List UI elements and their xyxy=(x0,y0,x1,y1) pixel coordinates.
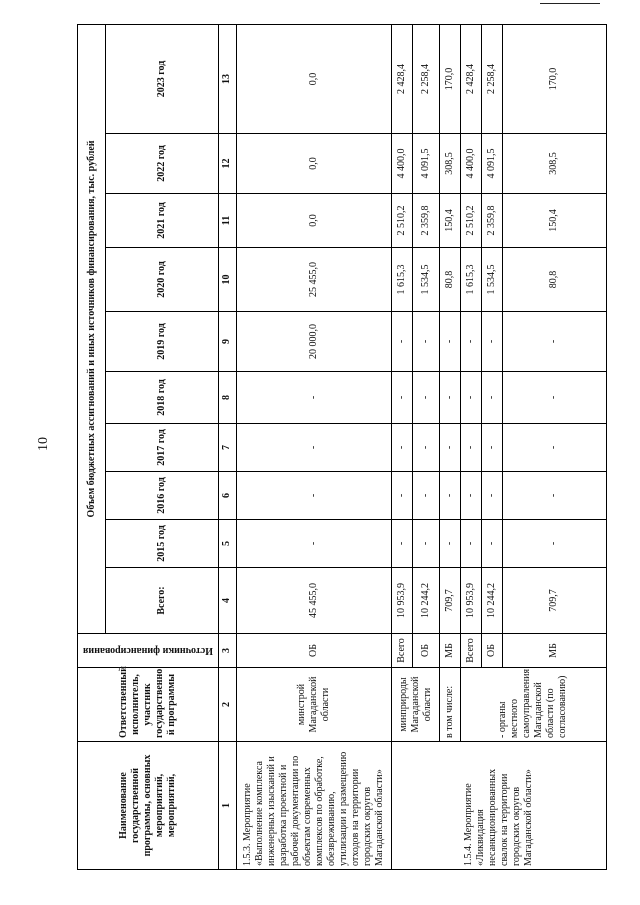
value-cell: 2 428,4 xyxy=(460,24,481,133)
value-cell: - xyxy=(460,372,481,424)
value-cell: - xyxy=(440,520,461,568)
page-number: 10 xyxy=(36,437,51,451)
value-cell: 2 428,4 xyxy=(392,24,413,133)
value-cell: 45 455,0 xyxy=(236,568,391,634)
value-cell: 25 455,0 xyxy=(236,248,391,312)
value-cell: - xyxy=(392,424,413,472)
value-cell: 10 244,2 xyxy=(412,568,439,634)
value-cell: 1 534,5 xyxy=(481,248,502,312)
value-cell: 2 510,2 xyxy=(392,194,413,248)
header-year: 2016 год xyxy=(106,472,219,520)
value-cell: 1 534,5 xyxy=(412,248,439,312)
scan-mark xyxy=(540,3,600,4)
value-cell: - xyxy=(481,520,502,568)
value-cell: 170,0 xyxy=(440,24,461,133)
index-cell: 1 xyxy=(218,742,236,870)
header-group: Объем бюджетных ассигнований и иных источников финансирования, тыс. рублей xyxy=(78,24,106,633)
value-cell: 0,0 xyxy=(236,134,391,194)
in-that-number: в том числе: xyxy=(440,668,461,742)
value-cell: 2 359,8 xyxy=(481,194,502,248)
source: МБ xyxy=(502,634,606,668)
index-cell: 10 xyxy=(218,248,236,312)
value-cell: 2 258,4 xyxy=(412,24,439,133)
value-cell: - xyxy=(502,372,606,424)
value-cell: 2 510,2 xyxy=(460,194,481,248)
table-row xyxy=(392,24,413,869)
header-year: 2019 год xyxy=(106,312,219,372)
local-government: - органы местного самоуправления Магаданской области (по согласованию) xyxy=(460,668,606,742)
value-cell: - xyxy=(440,424,461,472)
index-cell: 6 xyxy=(218,472,236,520)
value-cell: 0,0 xyxy=(236,194,391,248)
value-cell: - xyxy=(392,312,413,372)
executor: минприроды Магаданской области xyxy=(392,668,440,742)
value-cell: 150,4 xyxy=(502,194,606,248)
source: ОБ xyxy=(481,634,502,668)
value-cell: - xyxy=(502,520,606,568)
value-cell: - xyxy=(412,520,439,568)
index-row xyxy=(218,24,236,869)
header-year: 2023 год xyxy=(106,24,219,133)
source: ОБ xyxy=(412,634,439,668)
value-cell: - xyxy=(460,472,481,520)
source: Всего xyxy=(392,634,413,668)
value-cell: - xyxy=(460,312,481,372)
header-year: 2020 год xyxy=(106,248,219,312)
value-cell: 2 258,4 xyxy=(481,24,502,133)
index-cell: 13 xyxy=(218,24,236,133)
value-cell: 308,5 xyxy=(502,134,606,194)
header-source-text: Источники финансирования xyxy=(82,645,213,657)
value-cell: - xyxy=(236,520,391,568)
value-cell: - xyxy=(440,312,461,372)
source: ОБ xyxy=(236,634,391,668)
value-cell: - xyxy=(236,372,391,424)
value-cell: 308,5 xyxy=(440,134,461,194)
index-cell: 3 xyxy=(218,634,236,668)
source: Всего xyxy=(460,634,481,668)
value-cell: - xyxy=(392,520,413,568)
value-cell: 170,0 xyxy=(502,24,606,133)
header-total: Всего: xyxy=(106,568,219,634)
header-year: 2021 год xyxy=(106,194,219,248)
value-cell: - xyxy=(392,472,413,520)
value-cell: - xyxy=(236,424,391,472)
index-cell: 4 xyxy=(218,568,236,634)
value-cell: - xyxy=(502,312,606,372)
measure-name: 1.5.4. Мероприятие «Ликвидация несанкционированных свалок на территории городских округов Магаданской области» xyxy=(392,742,607,870)
value-cell: 2 359,8 xyxy=(412,194,439,248)
value-cell: - xyxy=(481,312,502,372)
measure-name: 1.5.3. Мероприятие «Выполнение комплекса инженерных изысканий и разработка проектной и рабочей документации по объектам современных комплексов по обработке, обезвреживанию, утилизации и размещению отходов на территории городских округов Магаданской области» xyxy=(236,742,391,870)
value-cell: 0,0 xyxy=(236,24,391,133)
header-year: 2015 год xyxy=(106,520,219,568)
executor: минстрой Магаданской области xyxy=(236,668,391,742)
header-executor: Ответственный исполнитель, участник государственно й программы xyxy=(78,668,219,742)
value-cell: 80,8 xyxy=(440,248,461,312)
header-source xyxy=(78,634,219,668)
value-cell: - xyxy=(440,472,461,520)
value-cell: 1 615,3 xyxy=(460,248,481,312)
value-cell: - xyxy=(502,424,606,472)
index-cell: 2 xyxy=(218,668,236,742)
value-cell: 4 400,0 xyxy=(392,134,413,194)
table-row xyxy=(236,24,391,869)
value-cell: - xyxy=(412,472,439,520)
value-cell: 709,7 xyxy=(502,568,606,634)
rotated-page xyxy=(77,25,607,870)
value-cell: - xyxy=(502,472,606,520)
budget-table xyxy=(77,24,607,870)
value-cell: - xyxy=(412,312,439,372)
header-year: 2022 год xyxy=(106,134,219,194)
value-cell: 150,4 xyxy=(440,194,461,248)
value-cell: - xyxy=(412,424,439,472)
value-cell: - xyxy=(412,372,439,424)
index-cell: 8 xyxy=(218,372,236,424)
value-cell: 1 615,3 xyxy=(392,248,413,312)
value-cell: - xyxy=(440,372,461,424)
index-cell: 7 xyxy=(218,424,236,472)
index-cell: 9 xyxy=(218,312,236,372)
index-cell: 11 xyxy=(218,194,236,248)
value-cell: 10 953,9 xyxy=(460,568,481,634)
value-cell: - xyxy=(481,424,502,472)
value-cell: 10 244,2 xyxy=(481,568,502,634)
value-cell: 20 000,0 xyxy=(236,312,391,372)
value-cell: - xyxy=(236,472,391,520)
value-cell: - xyxy=(460,424,481,472)
value-cell: - xyxy=(481,472,502,520)
index-cell: 5 xyxy=(218,520,236,568)
header-year: 2017 год xyxy=(106,424,219,472)
index-cell: 12 xyxy=(218,134,236,194)
value-cell: 10 953,9 xyxy=(392,568,413,634)
header-year: 2018 год xyxy=(106,372,219,424)
value-cell: 709,7 xyxy=(440,568,461,634)
value-cell: 4 091,5 xyxy=(481,134,502,194)
header-name: Наименование государственной программы, основных мероприятий, мероприятий, xyxy=(78,742,219,870)
value-cell: 80,8 xyxy=(502,248,606,312)
source: МБ xyxy=(440,634,461,668)
value-cell: - xyxy=(481,372,502,424)
value-cell: - xyxy=(392,372,413,424)
value-cell: 4 091,5 xyxy=(412,134,439,194)
value-cell: - xyxy=(460,520,481,568)
value-cell: 4 400,0 xyxy=(460,134,481,194)
